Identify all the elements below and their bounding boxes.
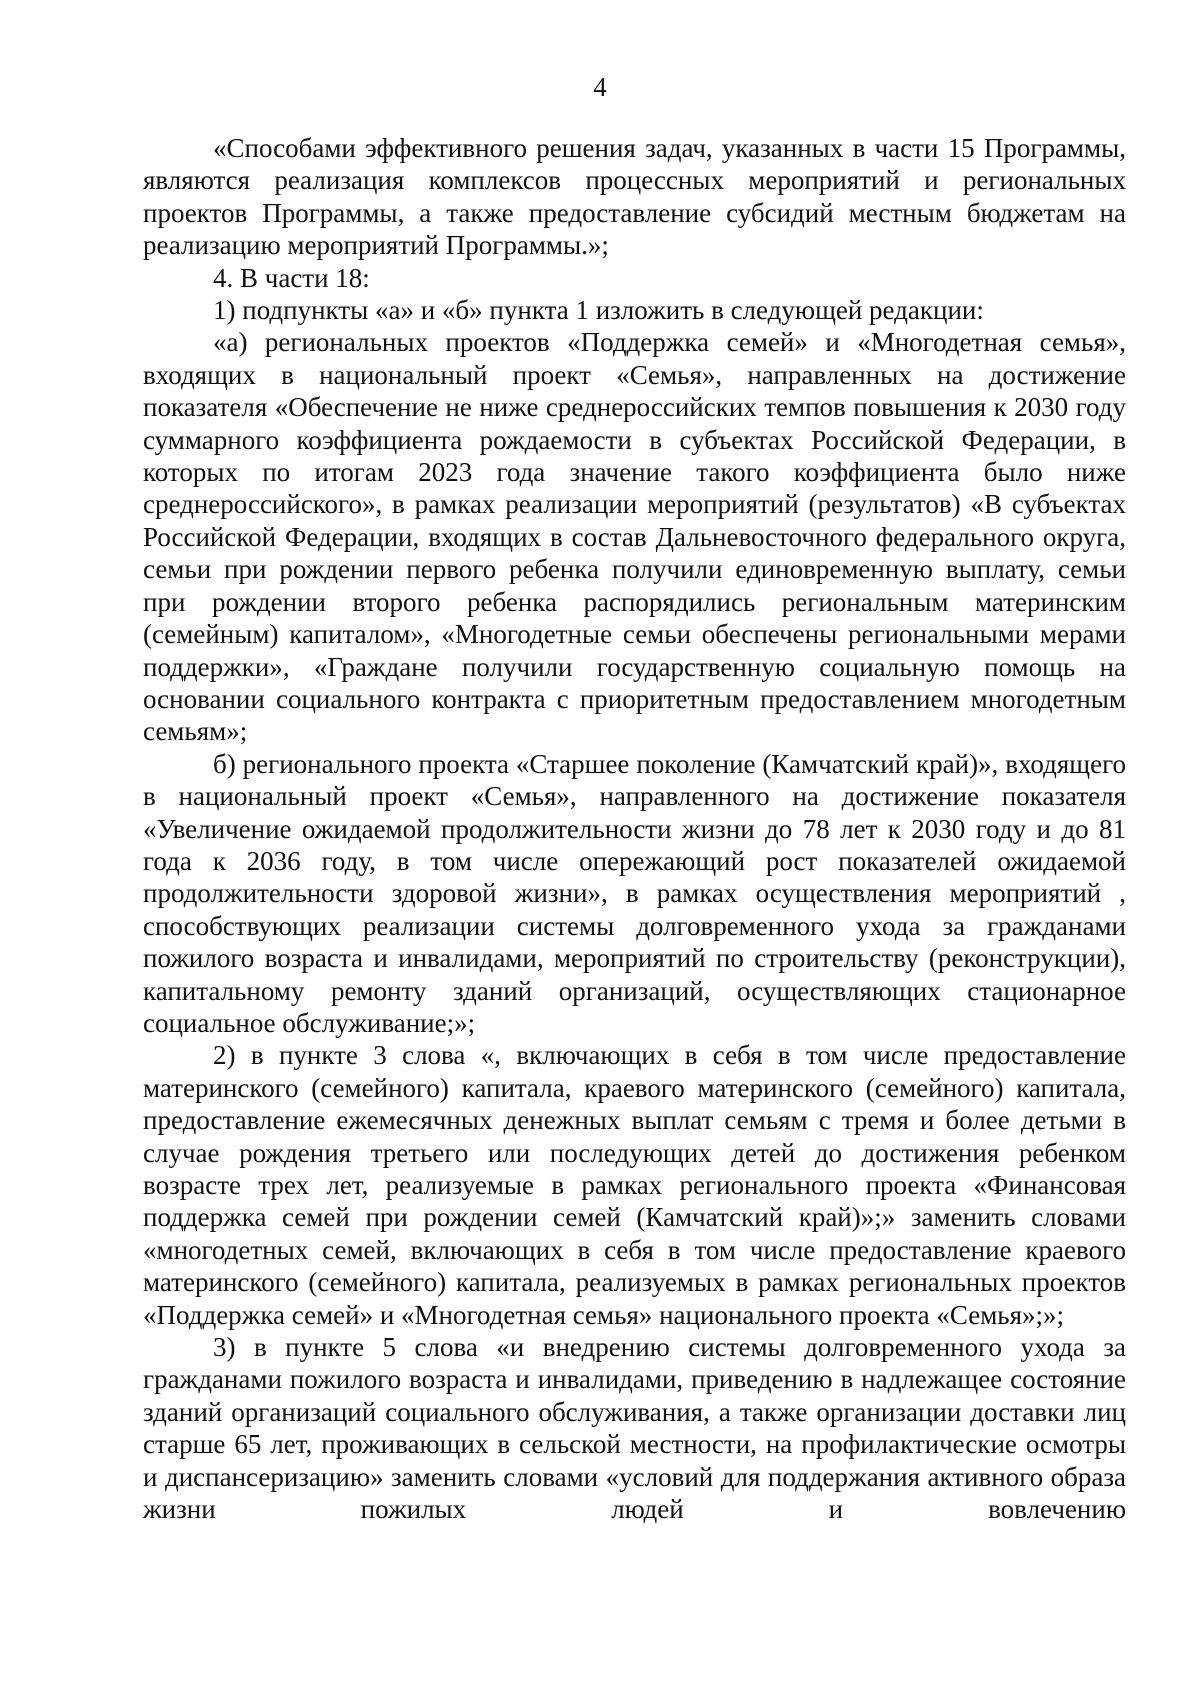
paragraph-subitem-3: 3) в пункте 5 слова «и внедрению системы долговременного ухода за гражданами пожилого возраста и инвалидами, приведению в надлежащее состояние зданий организаций социального обслуживания, а также организации доставки лиц старше 65 лет, проживающих в сельской местности, на профилактические осмотры и диспансеризацию» заменить словами «условий для поддержания активного образа жизни пожилых людей и вовлечению bbox=[143, 1332, 1126, 1525]
paragraph-methods: «Способами эффективного решения задач, указанных в части 15 Программы, являются реализация комплексов процессных мероприятий и региональных проектов Программы, а также предоставление субсидий местным бюджетам на реализацию мероприятий Программы.»; bbox=[143, 133, 1126, 261]
page-number: 4 bbox=[593, 72, 607, 102]
paragraph-subitem-2: 2) в пункте 3 слова «, включающих в себя в том числе предоставление материнского (семейного) капитала, краевого материнского (семейного) капитала, предоставление ежемесячных денежных выплат семьям с тремя и более детьми в случае рождения третьего или последующих детей до достижения ребенком возрасте трех лет, реализуемые в рамках регионального проекта «Финансовая поддержка семей при рождении семей (Камчатский край)»;» заменить словами «многодетных семей, включающих в себя в том числе предоставление краевого материнского (семейного) капитала, реализуемых в рамках региональных проектов «Поддержка семей» и «Многодетная семья» национального проекта «Семья»;»; bbox=[143, 1040, 1126, 1330]
paragraph-subitem-1: 1) подпункты «а» и «б» пункта 1 изложить в следующей редакции: bbox=[213, 295, 984, 326]
document-body bbox=[143, 132, 1126, 1525]
paragraph-subitem-b: б) регионального проекта «Старшее поколение (Камчатский край)», входящего в национальный проект «Семья», направленного на достижение показателя «Увеличение ожидаемой продолжительности жизни до 78 лет к 2030 году и до 81 года к 2036 году, в том числе опережающий рост показателей ожидаемой продолжительности здоровой жизни», в рамках осуществления мероприятий , способствующих реализации системы долговременного ухода за гражданами пожилого возраста и инвалидами, мероприятий по строительству (реконструкции), капитальному ремонту зданий организаций, осуществляющих стационарное социальное обслуживание;»; bbox=[143, 748, 1126, 1038]
paragraph-item-4: 4. В части 18: bbox=[213, 262, 370, 293]
paragraph-subitem-a: «а) региональных проектов «Поддержка семей» и «Многодетная семья», входящих в национальный проект «Семья», направленных на достижение показателя «Обеспечение не ниже среднероссийских темпов повышения к 2030 году суммарного коэффициента рождаемости в субъектах Российской Федерации, в которых по итогам 2023 года значение такого коэффициента было ниже среднероссийского», в рамках реализации мероприятий (результатов) «В субъектах Российской Федерации, входящих в состав Дальневосточного федерального округа, семьи при рождении первого ребенка получили единовременную выплату, семьи при рождении второго ребенка распорядились региональным материнским (семейным) капиталом», «Многодетные семьи обеспечены региональными мерами поддержки», «Граждане получили государственную социальную помощь на основании социального контракта с приоритетным предоставлением многодетным семьям»; bbox=[143, 327, 1126, 747]
